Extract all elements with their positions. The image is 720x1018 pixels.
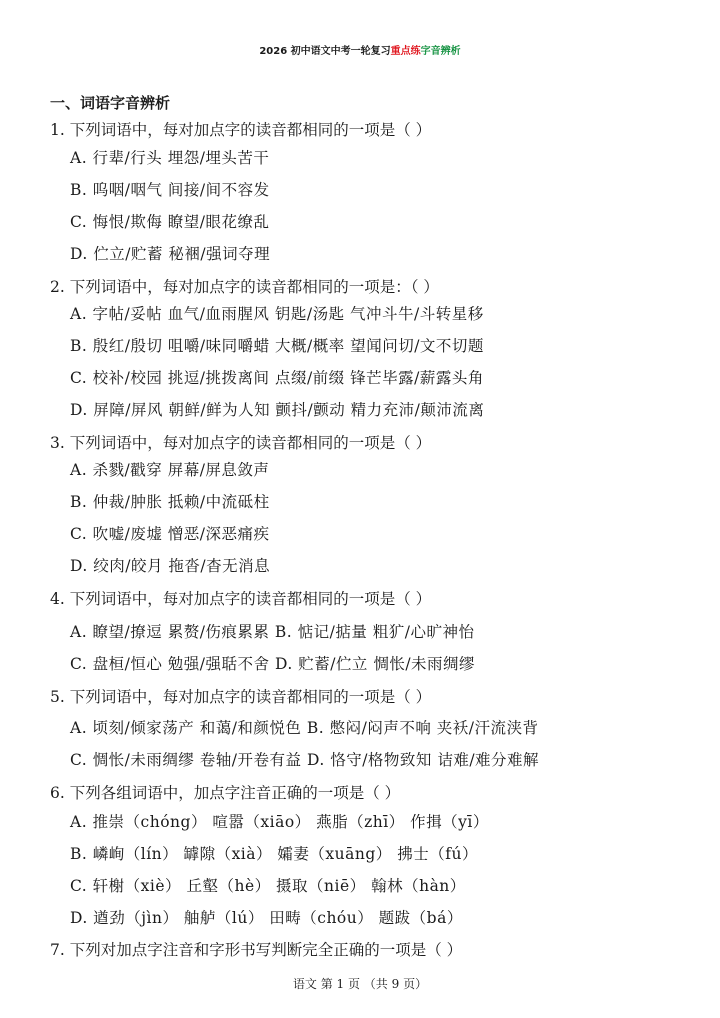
- question-2-option-d: D. 屏障/屏风 朝鲜/鲜为人知 颤抖/颤动 精力充沛/颠沛流离: [70, 401, 485, 419]
- title-highlight-green: 字音辨析: [420, 46, 461, 57]
- title-main: 2026 初中语文中考一轮复习: [259, 46, 391, 57]
- page-footer: 语文 第 1 页 （共 9 页）: [292, 977, 428, 991]
- question-3-option-a: A. 杀戮/戳穿 屏幕/屏息敛声: [70, 461, 270, 479]
- question-4-stem: 4. 下列词语中，每对加点字的读音都相同的一项是（ ）: [50, 590, 432, 608]
- question-2-option-c: C. 校补/校园 挑逗/挑拨离间 点缀/前缀 锋芒毕露/薪露头角: [70, 369, 484, 387]
- question-1-option-b: B. 呜咽/咽气 间接/间不容发: [70, 181, 270, 199]
- question-6-option-a: A. 推崇（chóng） 喧嚣（xiāo） 燕脂（zhī） 作揖（yī）: [70, 813, 489, 831]
- question-3-option-b: B. 仲裁/肿胀 抵赖/中流砥柱: [70, 493, 270, 511]
- question-1-option-a: A. 行辈/行头 埋怨/埋头苦干: [70, 149, 270, 167]
- question-6-option-b: B. 嶙峋（lín） 罅隙（xià） 孀妻（xuāng） 拂士（fú）: [70, 845, 478, 863]
- question-2-option-b: B. 殷红/殷切 咀嚼/味同嚼蜡 大概/概率 望闻问切/文不切题: [70, 337, 484, 355]
- question-4-options-ab: A. 瞭望/撩逗 累赘/伤痕累累 B. 惦记/掂量 粗犷/心旷神怡: [70, 623, 475, 641]
- question-3-option-c: C. 吹嘘/废墟 憎恶/深恶痛疾: [70, 525, 270, 543]
- question-5-stem: 5. 下列词语中，每对加点字的读音都相同的一项是（ ）: [50, 688, 432, 706]
- question-3-option-d: D. 绞肉/皎月 拖沓/杳无消息: [70, 557, 271, 575]
- question-2-stem: 2. 下列词语中，每对加点字的读音都相同的一项是：（ ）: [50, 278, 439, 296]
- title-highlight-red: 重点练: [390, 46, 421, 57]
- question-3-stem: 3. 下列词语中，每对加点字的读音都相同的一项是（ ）: [50, 434, 432, 452]
- question-1-option-d: D. 伫立/贮蓄 秘裍/强词夺理: [70, 245, 271, 263]
- question-5-options-ab: A. 顷刻/倾家荡产 和蔼/和颜悦色 B. 憋闷/闷声不响 夹袄/汗流浃背: [70, 719, 539, 737]
- question-6-stem: 6. 下列各组词语中，加点字注音正确的一项是（ ）: [50, 784, 401, 802]
- question-1-stem: 1. 下列词语中，每对加点字的读音都相同的一项是（ ）: [50, 121, 432, 139]
- question-2-option-a: A. 字帖/妥帖 血气/血雨腥风 钥匙/汤匙 气冲斗牛/斗转星移: [70, 305, 484, 323]
- question-5-options-cd: C. 惆怅/未雨绸缪 卷轴/开卷有益 D. 恪守/格物致知 诘难/难分难解: [70, 751, 540, 769]
- section-heading: 一、词语字音辨析: [50, 94, 171, 112]
- question-1-option-c: C. 悔恨/欺侮 瞭望/眼花缭乱: [70, 213, 270, 231]
- question-6-option-d: D. 遒劲（jìn） 舳舻（lú） 田畴（chóu） 题跋（bá）: [70, 909, 463, 927]
- question-4-options-cd: C. 盘桓/恒心 勉强/强聒不舍 D. 贮蓄/伫立 惆怅/未雨绸缪: [70, 655, 476, 673]
- question-7-stem: 7. 下列对加点字注音和字形书写判断完全正确的一项是（ ）: [50, 941, 463, 959]
- question-6-option-c: C. 轩榭（xiè） 丘壑（hè） 摄取（niē） 翰林（hàn）: [70, 877, 466, 895]
- page-title: [0, 42, 720, 57]
